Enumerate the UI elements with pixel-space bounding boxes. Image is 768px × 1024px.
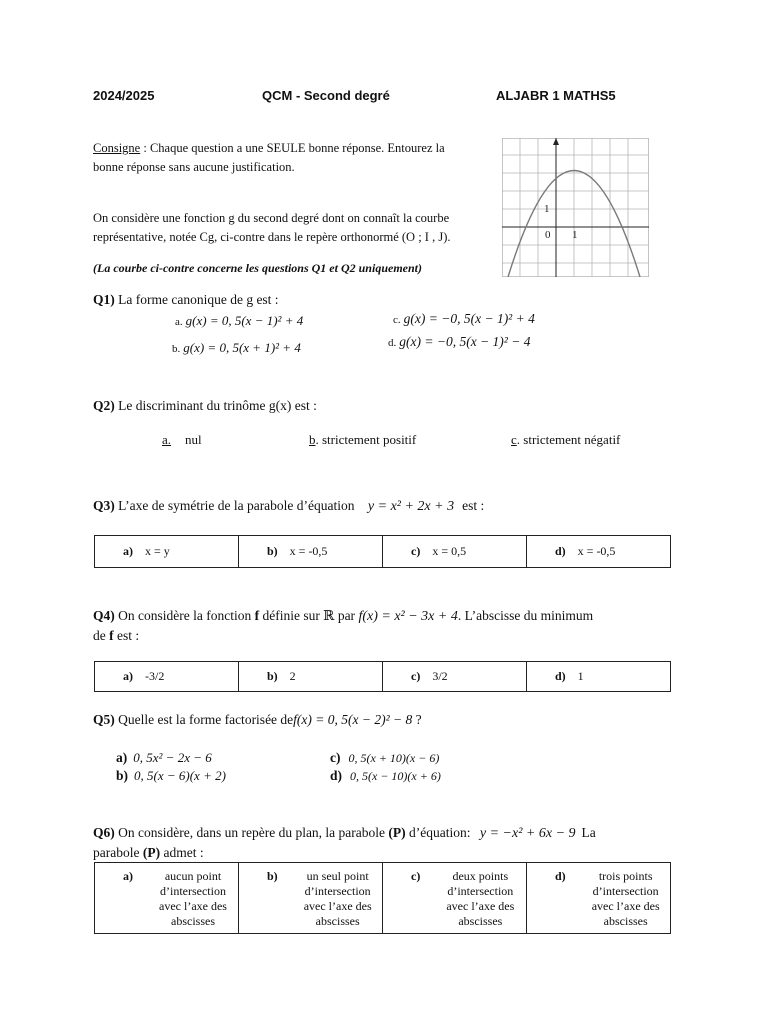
label-origin: 0 [545, 229, 551, 241]
parabola-graph [502, 138, 649, 277]
context-line2: représentative, notée Cg, ci-contre dans le repère orthonormé (O ; I , J). [93, 230, 451, 244]
q2-number: Q2) [93, 398, 115, 413]
graph-note: (La courbe ci-contre concerne les questions Q1 et Q2 uniquement) [93, 261, 422, 275]
q4-statement: Q4) On considère la fonction f définie sur ℝ par f(x) = x² − 3x + 4. L’abscisse du minimum de f est : [93, 608, 594, 643]
consigne-line2: bonne réponse sans aucune justification. [93, 160, 295, 174]
q6-option-c[interactable]: c) deux points d’intersection avec l’axe des abscisses [383, 863, 527, 934]
q6-number: Q6) [93, 825, 115, 840]
real-set-symbol: ℝ [323, 608, 335, 624]
context-line1: On considère une fonction g du second degré dont on connaît la courbe [93, 211, 450, 225]
context [93, 209, 493, 247]
q5-option-c[interactable]: c) 0, 5(x + 10)(x − 6) [330, 750, 440, 765]
q1-option-a[interactable]: a. g(x) = 0, 5(x − 1)² + 4 [175, 313, 304, 328]
q6-option-a[interactable]: a) aucun point d’intersection avec l’axe des abscisses [95, 863, 239, 934]
q3-option-a[interactable]: a) x = y [95, 536, 239, 568]
q3-option-b[interactable]: b) x = -0,5 [239, 536, 383, 568]
label-one-y: 1 [544, 203, 550, 215]
q3-equation: y = x² + 2x + 3 [367, 499, 455, 514]
label-one-x: 1 [572, 229, 578, 241]
q4-equation: f(x) = x² − 3x + 4 [358, 609, 458, 624]
q5-number: Q5) [93, 712, 115, 727]
q1-option-b[interactable]: b. g(x) = 0, 5(x + 1)² + 4 [172, 340, 301, 355]
q4-option-d[interactable]: d) 1 [527, 662, 671, 692]
q6-answer-table [94, 862, 671, 934]
q5-option-b[interactable]: b) 0, 5(x − 6)(x + 2) [116, 768, 226, 783]
q3-number: Q3) [93, 498, 115, 513]
school-year: 2024/2025 [93, 88, 155, 103]
q2-option-b[interactable]: b. strictement positif [309, 432, 417, 447]
q5-equation: f(x) = 0, 5(x − 2)² − 8 [293, 712, 413, 727]
class-name: ALJABR 1 MATHS5 [496, 88, 616, 103]
q4-number: Q4) [93, 608, 115, 623]
q3-option-c[interactable]: c) x = 0,5 [383, 536, 527, 568]
q2-text: Le discriminant du trinôme g(x) est : [114, 398, 317, 413]
q5-option-d[interactable]: d) 0, 5(x − 10)(x + 6) [330, 768, 441, 783]
q1-text: La forme canonique de g est : [114, 292, 279, 307]
q3-text: L’axe de symétrie de la parabole d’équation [114, 498, 355, 513]
q2-option-a[interactable]: a. nul [162, 432, 202, 447]
q6-option-d[interactable]: d) trois points d’intersection avec l’axe des abscisses [527, 863, 671, 934]
q5-option-a[interactable]: a) 0, 5x² − 2x − 6 [116, 750, 212, 765]
consigne-label: Consigne [93, 141, 141, 155]
y-axis-arrow [553, 138, 559, 145]
q4-option-c[interactable]: c) 3/2 [383, 662, 527, 692]
q1-number: Q1) [93, 292, 115, 307]
q3-statement [93, 498, 484, 515]
q1-statement [93, 292, 279, 308]
graph-grid [502, 138, 649, 277]
q3-after: est : [462, 498, 485, 513]
consigne [93, 139, 493, 177]
q3-option-d[interactable]: d) x = -0,5 [527, 536, 671, 568]
q1-option-d[interactable]: d. g(x) = −0, 5(x − 1)² − 4 [388, 334, 531, 349]
q4-option-b[interactable]: b) 2 [239, 662, 383, 692]
q5-statement: Q5) Quelle est la forme factorisée def(x) = 0, 5(x − 2)² − 8 ? [93, 712, 422, 727]
q1-option-c[interactable]: c. g(x) = −0, 5(x − 1)² + 4 [393, 311, 535, 326]
page-title: QCM - Second degré [262, 88, 390, 103]
q4-option-a[interactable]: a) -3/2 [95, 662, 239, 692]
q6-statement: Q6) On considère, dans un repère du plan, la parabole (P) d’équation: y = −x² + 6x − 9 La parabole (P) admet : [93, 825, 596, 860]
q3-answer-table [94, 535, 671, 568]
q6-option-b[interactable]: b) un seul point d’intersection avec l’axe des abscisses [239, 863, 383, 934]
consigne-line1: : Chaque question a une SEULE bonne réponse. Entourez la [140, 141, 445, 155]
q2-option-c[interactable]: c. strictement négatif [511, 432, 621, 447]
q4-answer-table [94, 661, 671, 692]
q6-equation: y = −x² + 6x − 9 [479, 826, 576, 841]
q2-statement [93, 398, 317, 414]
